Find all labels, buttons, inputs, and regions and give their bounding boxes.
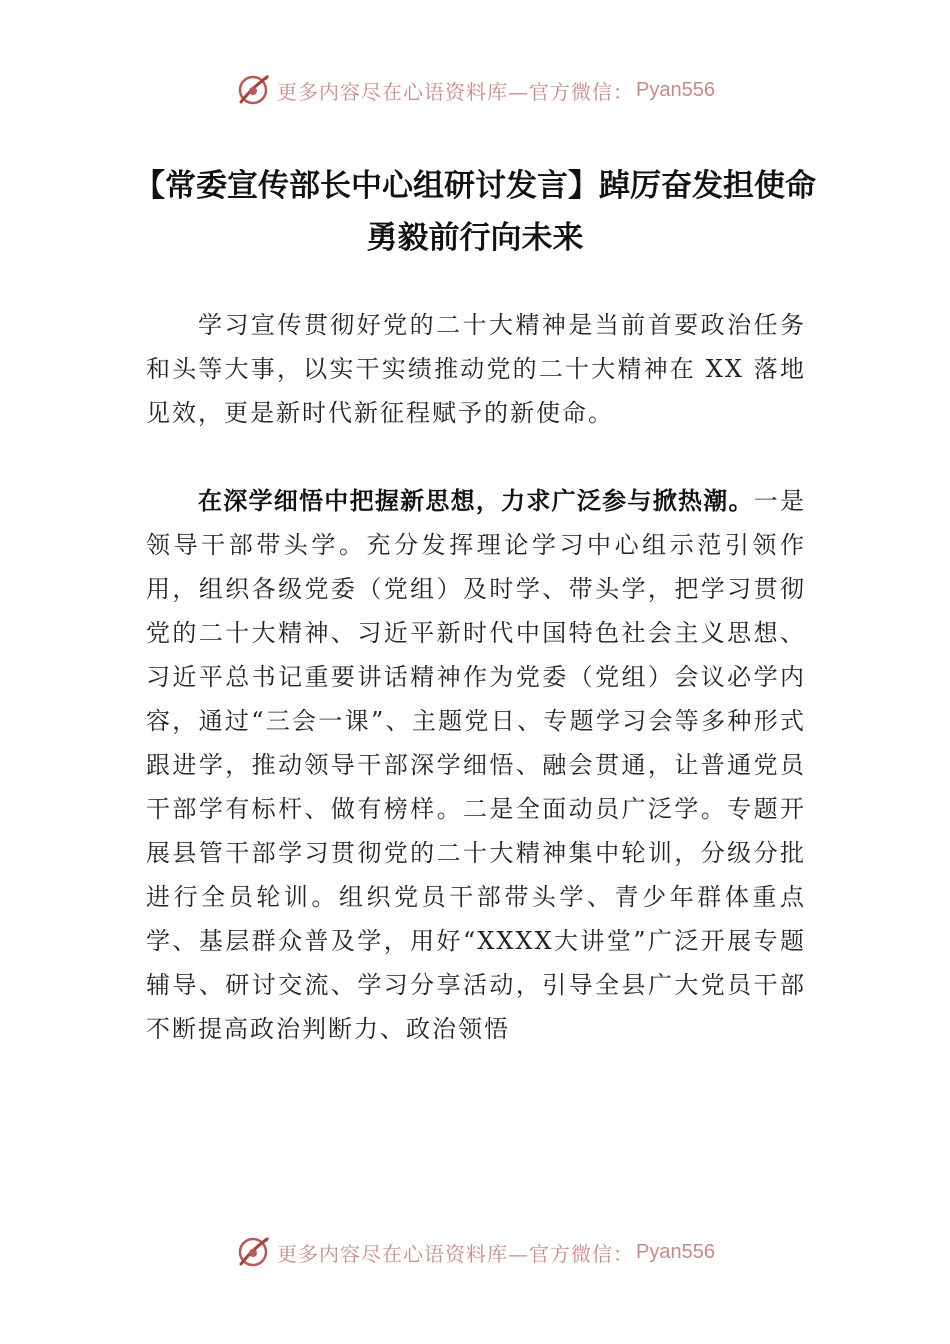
watermark-text: 更多内容尽在心语资料库—官方微信： [277, 79, 635, 104]
watermark-logo-icon [235, 1234, 271, 1270]
watermark-logo-icon [235, 72, 271, 108]
document-title: 【常委宣传部长中心组研讨发言】踔厉奋发担使命 勇毅前行向未来 [134, 168, 816, 256]
section-heading: 在深学细悟中把握新思想，力求广泛参与掀热潮。 [198, 487, 754, 515]
section-body: 一是领导干部带头学。充分发挥理论学习中心组示范引领作用，组织各级党委（党组）及时学、带头学，把学习贯彻党的二十大精神、习近平新时代中国特色社会主义思想、习近平总书记重要讲话精神作为党委（党组）会议必学内容，通过“三会一课”、主题党日、专题学习会等多种形式跟进学，推动领导干部深学细悟、融会贯通，让普通党员干部学有标杆、做有榜样。二是全面动员广泛学。专题开展县管干部学习贯彻党的二十大精神集中轮训，分级分批进行全员轮训。组织党员干部带头学、青少年群体重点学、基层群众普及学，用好“XXXX大讲堂”广泛开展专题辅导、研讨交流、学习分享活动，引导全县广大党员干部不断提高政治判断力、政治领悟 [146, 487, 807, 1043]
paragraph-section-1 [146, 479, 806, 1051]
watermark-text: 更多内容尽在心语资料库—官方微信： [277, 1241, 635, 1266]
watermark-header [0, 72, 950, 108]
watermark-footer [0, 1234, 950, 1270]
watermark-wechat-id: Pyan556 [636, 1240, 715, 1263]
paragraph-intro: 学习宣传贯彻好党的二十大精神是当前首要政治任务和头等大事，以实干实绩推动党的二十大精神在 XX 落地见效，更是新时代新征程赋予的新使命。 [146, 311, 806, 427]
watermark-wechat-id: Pyan556 [636, 78, 715, 101]
